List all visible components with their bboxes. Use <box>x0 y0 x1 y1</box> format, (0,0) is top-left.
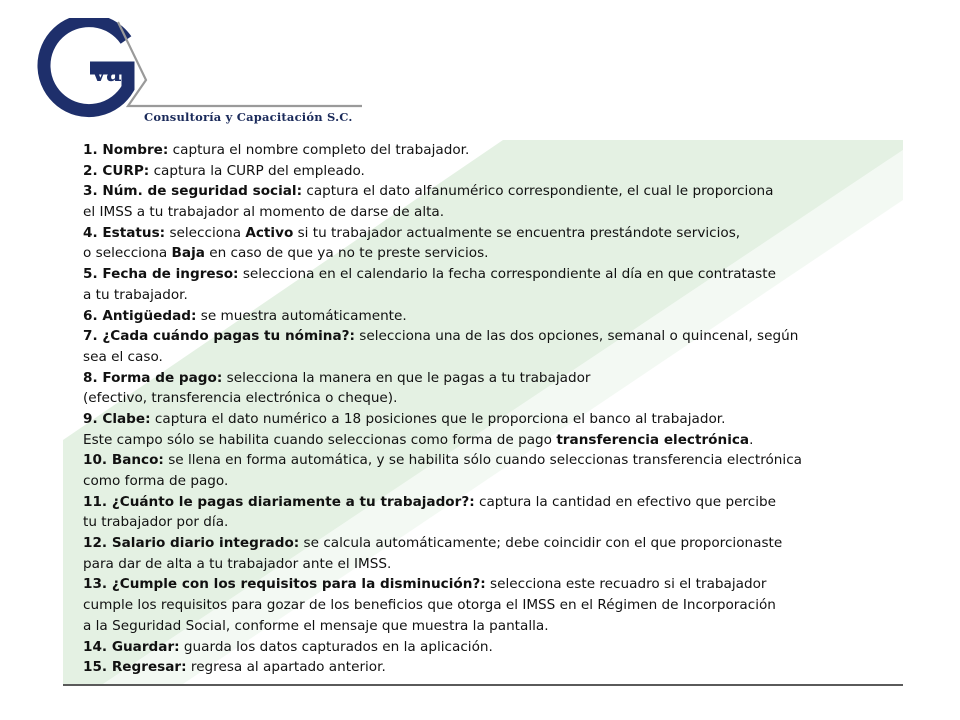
item-number: 15. <box>83 659 112 676</box>
item-description: se llena en forma automática, y se habilita sólo cuando seleccionas transferencia electrónica <box>163 452 802 469</box>
item-description: selecciona en el calendario la fecha correspondiente al día en que contrataste <box>238 266 776 283</box>
item-description: se muestra automáticamente. <box>196 307 407 324</box>
item-term: Nombre: <box>102 142 169 158</box>
item-description: como forma de pago. <box>83 473 229 489</box>
logo-swoosh-line <box>118 22 362 106</box>
item-term: CURP: <box>102 162 150 179</box>
list-item <box>83 574 903 595</box>
item-term: Banco: <box>111 452 164 469</box>
logo-letters: va <box>92 58 122 87</box>
list-item <box>83 409 903 430</box>
item-term: Regresar: <box>111 659 187 676</box>
item-number: 12. <box>83 535 112 552</box>
item-description: (efectivo, transferencia electrónica o cheque). <box>83 390 398 407</box>
list-item-continuation <box>83 595 903 616</box>
item-description: selecciona <box>165 224 246 241</box>
item-number: 7. <box>83 328 103 345</box>
item-term: Guardar: <box>111 638 180 655</box>
item-description: o selecciona <box>83 245 172 262</box>
item-number: 3. <box>83 183 103 200</box>
item-number: 6. <box>83 307 103 324</box>
list-item <box>83 140 903 161</box>
item-term: Núm. de seguridad social: <box>102 183 303 200</box>
list-item <box>83 161 903 182</box>
item-term: Forma de pago: <box>102 369 223 386</box>
item-description: regresa al apartado anterior. <box>186 659 386 676</box>
item-number: 10. <box>83 452 112 469</box>
list-item <box>83 181 903 202</box>
list-item-continuation <box>83 430 903 451</box>
item-number: 4. <box>83 224 103 241</box>
list-item <box>83 533 903 554</box>
item-description: Este campo sólo se habilita cuando seleccionas como forma de pago <box>83 431 557 448</box>
item-number: 2. <box>83 162 103 179</box>
item-description: sea el caso. <box>83 348 163 365</box>
list-item <box>83 264 903 285</box>
item-description: para dar de alta a tu trabajador ante el IMSS. <box>83 555 392 572</box>
list-item-continuation <box>83 202 903 223</box>
item-term: Fecha de ingreso: <box>102 266 239 283</box>
item-description: captura la cantidad en efectivo que percibe <box>474 493 777 510</box>
item-highlight: Baja <box>171 245 205 262</box>
item-description: cumple los requisitos para gozar de los beneficios que otorga el IMSS en el Régimen de Incorporación <box>83 597 776 614</box>
list-item-continuation <box>83 347 903 368</box>
item-description: selecciona una de las dos opciones, semanal o quincenal, según <box>354 328 799 345</box>
list-item-continuation <box>83 616 903 637</box>
instructions-list <box>83 140 903 678</box>
list-item-continuation <box>83 243 903 264</box>
list-item <box>83 306 903 327</box>
list-item <box>83 657 903 678</box>
item-description: captura el nombre completo del trabajador. <box>168 142 470 158</box>
item-term: Clabe: <box>102 410 151 427</box>
item-description: guarda los datos capturados en la aplicación. <box>179 638 493 655</box>
list-item <box>83 637 903 658</box>
item-description: en caso de que ya no te preste servicios. <box>204 245 489 262</box>
list-item <box>83 450 903 471</box>
item-description: captura el dato alfanumérico correspondiente, el cual le proporciona <box>302 183 774 200</box>
item-number: 5. <box>83 266 103 283</box>
item-number: 9. <box>83 410 103 427</box>
item-highlight: Activo <box>245 224 294 241</box>
item-description: captura la CURP del empleado. <box>149 162 365 179</box>
item-term: Estatus: <box>102 224 166 241</box>
list-item-continuation <box>83 388 903 409</box>
item-number: 8. <box>83 369 103 386</box>
item-term: ¿Cuánto le pagas diariamente a tu trabajador?: <box>111 493 475 510</box>
item-term: Antigüedad: <box>102 307 197 324</box>
item-highlight: transferencia electrónica <box>556 431 750 448</box>
company-logo <box>28 18 368 118</box>
item-term: Salario diario integrado: <box>111 535 300 552</box>
item-description: captura el dato numérico a 18 posiciones que le proporciona el banco al trabajador. <box>150 410 726 427</box>
item-description: tu trabajador por día. <box>83 514 229 531</box>
item-number: 14. <box>83 638 112 655</box>
list-item-continuation <box>83 285 903 306</box>
item-description: se calcula automáticamente; debe coincidir con el que proporcionaste <box>299 535 783 552</box>
item-term: ¿Cada cuándo pagas tu nómina?: <box>102 328 355 345</box>
list-item <box>83 326 903 347</box>
item-description: selecciona este recuadro si el trabajador <box>485 576 767 593</box>
item-description: selecciona la manera en que le pagas a tu trabajador <box>222 369 591 386</box>
list-item-continuation <box>83 554 903 575</box>
item-description: a tu trabajador. <box>83 286 188 303</box>
item-description: . <box>749 431 754 448</box>
instructions-panel <box>63 140 903 686</box>
company-name: Consultoría y Capacitación S.C. <box>144 110 353 124</box>
item-term: ¿Cumple con los requisitos para la disminución?: <box>111 576 486 593</box>
list-item <box>83 223 903 244</box>
list-item <box>83 368 903 389</box>
item-number: 1. <box>83 142 103 158</box>
list-item-continuation <box>83 471 903 492</box>
item-number: 13. <box>83 576 112 593</box>
list-item <box>83 492 903 513</box>
item-number: 11. <box>83 493 112 510</box>
list-item-continuation <box>83 512 903 533</box>
item-description: el IMSS a tu trabajador al momento de darse de alta. <box>83 204 445 221</box>
item-description: si tu trabajador actualmente se encuentra prestándote servicios, <box>293 224 741 241</box>
item-description: a la Seguridad Social, conforme el mensaje que muestra la pantalla. <box>83 617 549 634</box>
